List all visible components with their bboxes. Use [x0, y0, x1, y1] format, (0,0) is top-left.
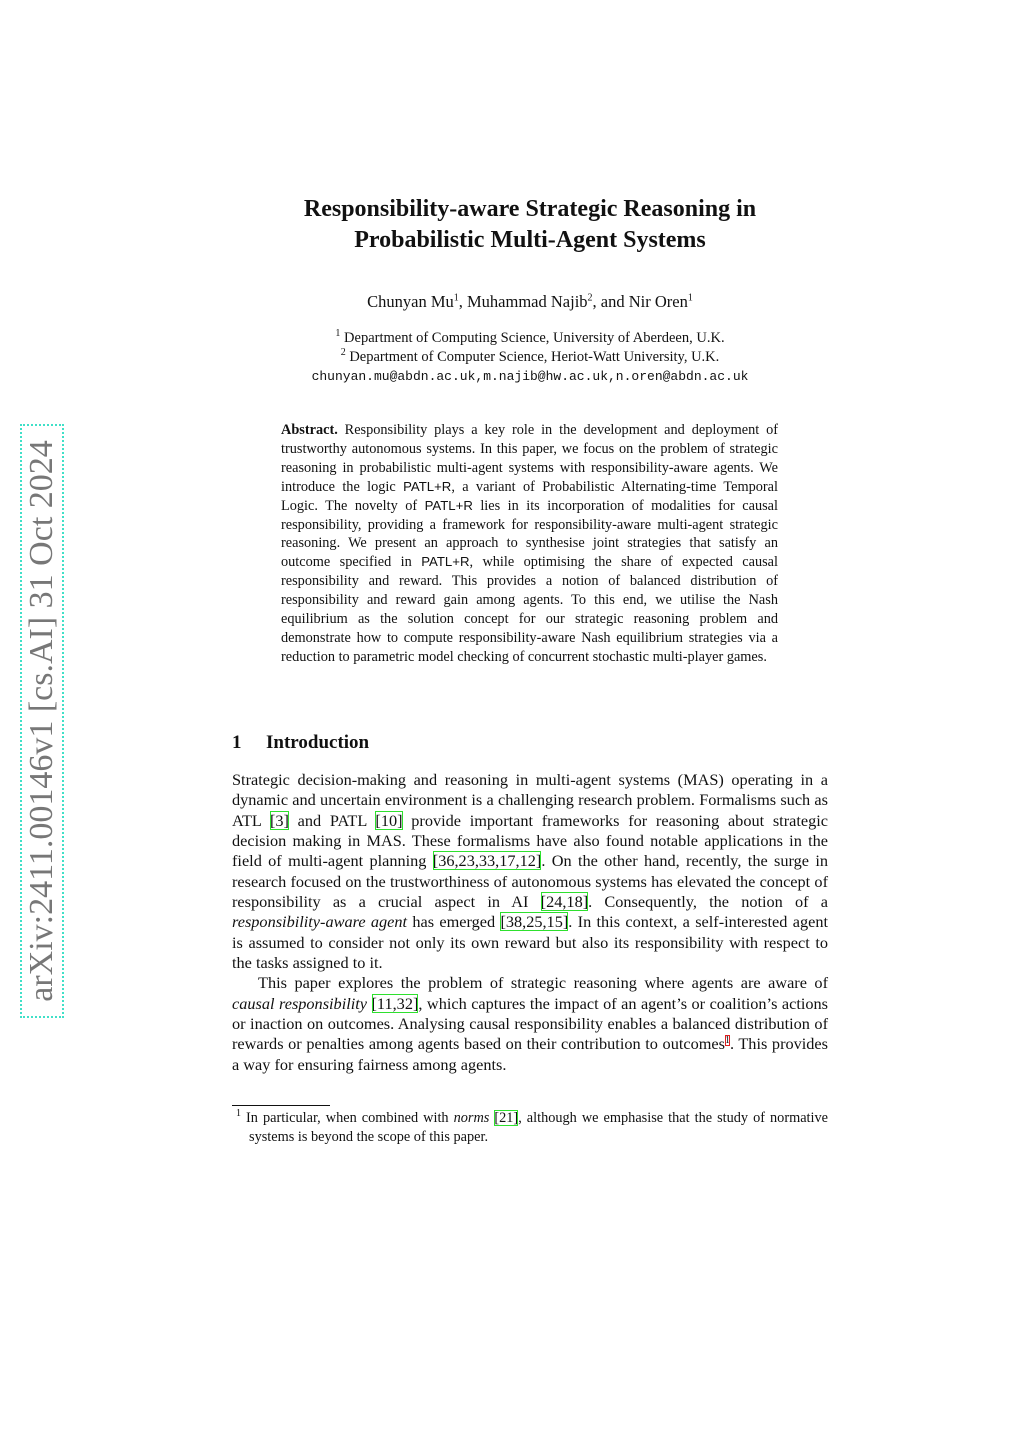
affiliation-mark: 1 — [335, 328, 341, 340]
author-name: Muhammad Najib — [467, 292, 588, 311]
citation-link[interactable]: [10] — [375, 810, 403, 830]
text-run: . Consequently, the notion of a — [588, 892, 828, 912]
author-affiliation-mark: 1 — [453, 292, 459, 304]
author-name: Nir Oren — [628, 292, 688, 311]
paragraph — [232, 973, 828, 1075]
author-affiliation-mark: 2 — [587, 292, 593, 304]
citation-link[interactable]: [38,25,15] — [500, 912, 569, 932]
footnote-rule — [232, 1105, 330, 1106]
text-run: In particular, when combined with — [241, 1110, 454, 1126]
affiliation-text: Department of Computer Science, Heriot-Watt University, U.K. — [349, 349, 720, 365]
author-list — [0, 292, 1024, 312]
text-run: , a variant of Probabilistic Alternating-time Temporal Logic. The novelty of — [281, 478, 778, 514]
emphasis-text: responsibility-aware agent — [232, 912, 408, 932]
citation-link[interactable]: [21] — [494, 1110, 519, 1126]
affiliation — [0, 329, 1024, 348]
title-line: Probabilistic Multi-Agent Systems — [354, 227, 706, 253]
author-emails: chunyan.mu@abdn.ac.uk,m.najib@hw.ac.uk,n.oren@abdn.ac.uk — [311, 369, 749, 384]
affiliation-text: Department of Computing Science, University of Aberdeen, U.K. — [344, 330, 725, 346]
text-run: , which captures the impact of an agent’s or coalition’s actions or inaction on outcomes. Analysing causal responsibility enables a balanced distribution of rewards or penalties among agents based on their contribution to outcomes — [232, 993, 828, 1054]
logic-name: PATL+R — [424, 497, 473, 513]
text-run: lies in its incorporation of modalities for causal responsibility, providing a framework for responsibility-aware multi-agent strategic reasoning. We present an approach to synthesise joint strategies that satisfy an outcome specified in — [281, 497, 779, 571]
paper-title — [0, 194, 1024, 256]
section-heading — [232, 732, 369, 754]
section-title: Introduction — [266, 732, 370, 753]
citation-link[interactable]: [3] — [269, 810, 289, 830]
text-run: has emerged — [407, 912, 501, 932]
paragraph — [232, 770, 828, 973]
footnote-link[interactable]: 1 — [724, 1035, 730, 1047]
footnote — [232, 1109, 828, 1147]
affiliation-mark: 2 — [340, 347, 346, 359]
text-run: . On the other hand, recently, the surge in research focused on the trustworthiness of autonomous systems has elevated the concept of responsibility as a crucial aspect in AI — [232, 851, 828, 912]
citation-link[interactable]: [36,23,33,17,12] — [432, 851, 542, 871]
text-run — [367, 994, 371, 1013]
arxiv-id-text: arXiv:2411.00146v1 [cs.AI] 31 Oct 2024 — [23, 440, 60, 1002]
section-body — [232, 770, 828, 1075]
text-run: , although we emphasise that the study of normative systems is beyond the scope of this paper. — [249, 1110, 828, 1145]
section-number: 1 — [232, 732, 242, 753]
author-separator: , — [458, 292, 468, 311]
arxiv-stamp — [20, 424, 64, 1018]
abstract — [281, 421, 778, 667]
affiliations — [0, 329, 1024, 386]
emphasis-text: causal responsibility — [232, 993, 368, 1013]
author-separator: , and — [592, 292, 629, 311]
abstract-label: Abstract. — [281, 422, 338, 438]
title-line: Responsibility-aware Strategic Reasoning in — [303, 196, 757, 222]
emphasis-text: norms — [453, 1110, 490, 1126]
author-name: Chunyan Mu — [367, 292, 454, 311]
text-run: Strategic decision-making and reasoning in multi-agent systems (MAS) operating in a dynamic and uncertain environment is a challenging research problem. Formalisms such as ATL — [232, 770, 828, 830]
text-run: and PATL — [288, 810, 376, 830]
logic-name: PATL+R — [403, 478, 452, 494]
text-run: Responsibility plays a key role in the development and deployment of trustworthy autonomous systems. In this paper, we focus on the problem of strategic reasoning in probabilistic multi-agent systems with responsibility-aware agents. We introduce the logic — [281, 422, 778, 495]
text-run: provide important frameworks for reasoning about strategic decision making in MAS. These formalisms have also found notable applications in the field of multi-agent planning — [232, 810, 828, 871]
text-run: , while optimising the share of expected causal responsibility and reward. This provides a notion of balanced distribution of responsibility and reward gain among agents. To this end, we utilise the Nash equilibrium as the solution concept for our strategic reasoning problem and demonstrate how to compute responsibility-aware Nash equilibrium strategies via a reduction to parametric model checking of concurrent stochastic multi-player games. — [281, 554, 778, 665]
citation-link[interactable]: [24,18] — [540, 892, 589, 912]
footnote-number: 1 — [236, 1108, 241, 1120]
logic-name: PATL+R — [421, 554, 470, 570]
text-run: . In this context, a self-interested agent is assumed to consider not only its own reward but also its responsibility with respect to the tasks assigned to it. — [232, 912, 828, 973]
text-run: This paper explores the problem of strategic reasoning where agents are aware of — [258, 973, 828, 993]
text-run: . This provides a way for ensuring fairness among agents. — [232, 1034, 828, 1074]
citation-link[interactable]: [11,32] — [371, 993, 419, 1013]
affiliation — [0, 348, 1024, 367]
author-affiliation-mark: 1 — [687, 292, 693, 304]
